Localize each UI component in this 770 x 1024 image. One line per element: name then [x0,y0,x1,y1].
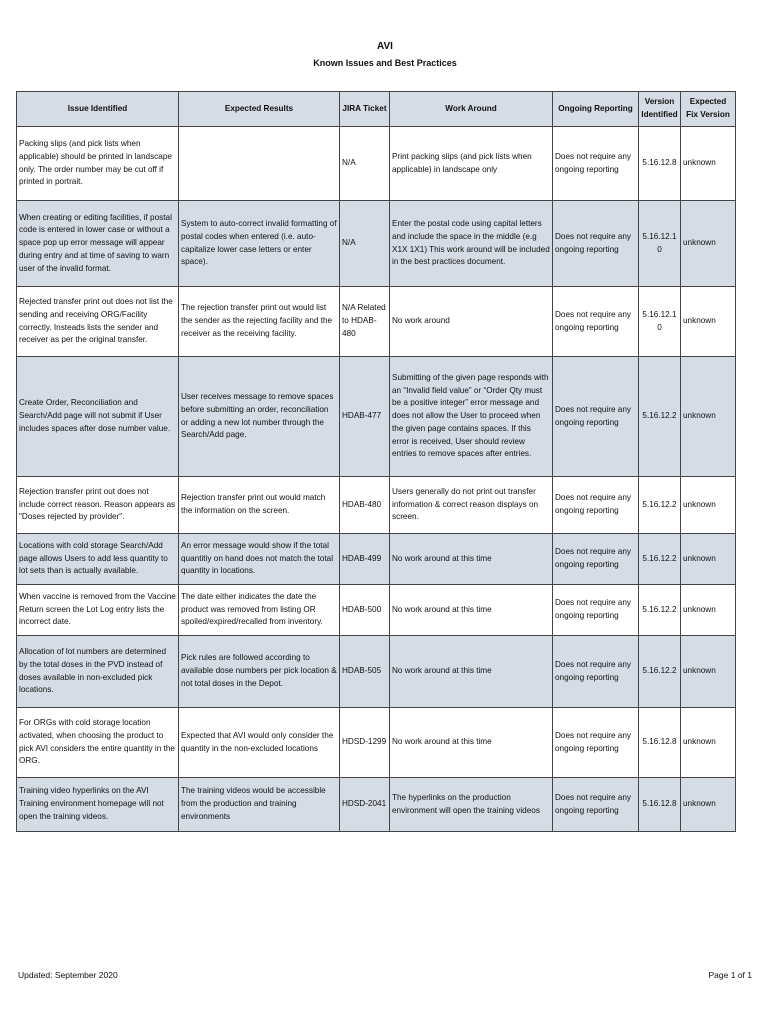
jira-cell: HDAB-505 [340,636,390,708]
table-header-row [17,92,736,127]
fix-cell: unknown [681,585,736,636]
fix-cell: unknown [681,778,736,832]
column-header: Issue Identified [17,92,179,127]
workaround-cell: Enter the postal code using capital letters and include the space in the middle (e.g X1X 1X1) This work around will be included in the best practices document. [390,201,553,287]
workaround-cell: Users generally do not print out transfer information & correct reason displays on screen. [390,477,553,534]
issue-cell: When creating or editing facilities, if postal code is entered in lower case or without a space pop up error message will appear during entry and at time of saving to warn user of the invalid format. [17,201,179,287]
workaround-cell: No work around [390,287,553,357]
version-cell: 5.16.12.8 [639,778,681,832]
document-title: AVI [377,41,393,52]
table-row [17,778,736,832]
jira-cell: HDSD-2041 [340,778,390,832]
issues-table [16,91,736,832]
fix-cell: unknown [681,201,736,287]
fix-cell: unknown [681,708,736,778]
table-row [17,585,736,636]
fix-cell: unknown [681,636,736,708]
jira-cell: N/A [340,201,390,287]
expected-cell: Expected that AVI would only consider the quantity in the non-excluded locations [179,708,340,778]
workaround-cell: No work around at this time [390,708,553,778]
fix-cell: unknown [681,287,736,357]
table-row [17,708,736,778]
document-subtitle: Known Issues and Best Practices [313,58,457,68]
jira-cell: HDAB-480 [340,477,390,534]
version-cell: 5.16.12.2 [639,585,681,636]
fix-cell: unknown [681,534,736,585]
version-cell: 5.16.12.2 [639,636,681,708]
reporting-cell: Does not require any ongoing reporting [553,708,639,778]
column-header: Expected Fix Version [681,92,736,127]
issue-cell: Allocation of lot numbers are determined by the total doses in the PVD instead of doses available in non-excluded pick locations. [17,636,179,708]
jira-cell: N/A Related to HDAB-480 [340,287,390,357]
version-cell: 5.16.12.2 [639,534,681,585]
workaround-cell: The hyperlinks on the production environment will open the training videos [390,778,553,832]
column-header: Version Identified [639,92,681,127]
expected-cell [179,127,340,201]
jira-cell: HDAB-499 [340,534,390,585]
version-cell: 5.16.12.10 [639,201,681,287]
workaround-cell: No work around at this time [390,585,553,636]
issue-cell: Training video hyperlinks on the AVI Training environment homepage will not open the training videos. [17,778,179,832]
workaround-cell: No work around at this time [390,534,553,585]
reporting-cell: Does not require any ongoing reporting [553,477,639,534]
jira-cell: HDAB-500 [340,585,390,636]
jira-cell: HDSD-1299 [340,708,390,778]
reporting-cell: Does not require any ongoing reporting [553,127,639,201]
issue-cell: When vaccine is removed from the Vaccine Return screen the Lot Log entry lists the incorrect date. [17,585,179,636]
version-cell: 5.16.12.2 [639,357,681,477]
fix-cell: unknown [681,127,736,201]
table-row [17,201,736,287]
reporting-cell: Does not require any ongoing reporting [553,201,639,287]
reporting-cell: Does not require any ongoing reporting [553,585,639,636]
expected-cell: Pick rules are followed according to available dose numbers per pick location & not total doses in the Depot. [179,636,340,708]
updated-date: Updated: September 2020 [18,970,118,980]
column-header: Work Around [390,92,553,127]
fix-cell: unknown [681,357,736,477]
version-cell: 5.16.12.8 [639,127,681,201]
version-cell: 5.16.12.2 [639,477,681,534]
expected-cell: The rejection transfer print out would list the sender as the rejecting facility and the receiver as the receiving facility. [179,287,340,357]
expected-cell: System to auto-correct invalid formatting of postal codes when entered (i.e. auto-capitalize lower case letters or enter space). [179,201,340,287]
issue-cell: Rejection transfer print out does not include correct reason. Reason appears as "Doses rejected by provider". [17,477,179,534]
issue-cell: Create Order, Reconciliation and Search/Add page will not submit if User includes spaces after dose number value. [17,357,179,477]
expected-cell: The date either indicates the date the product was removed from listing OR spoiled/expired/recalled from inventory. [179,585,340,636]
workaround-cell: Print packing slips (and pick lists when applicable) in landscape only [390,127,553,201]
expected-cell: Rejection transfer print out would match the information on the screen. [179,477,340,534]
table-row [17,636,736,708]
table-row [17,287,736,357]
workaround-cell: Submitting of the given page responds with an “Invalid field value” or “Order Qty must be a positive integer” error message and does not allow the User to proceed when the given page contains spaces. If this error is received, User should review entries to remove spaces after entries. [390,357,553,477]
column-header: JIRA Ticket [340,92,390,127]
issue-cell: Locations with cold storage Search/Add page allows Users to add less quantity to lot sets than is actually available. [17,534,179,585]
column-header: Ongoing Reporting [553,92,639,127]
jira-cell: HDAB-477 [340,357,390,477]
table-row [17,477,736,534]
reporting-cell: Does not require any ongoing reporting [553,357,639,477]
reporting-cell: Does not require any ongoing reporting [553,636,639,708]
column-header: Expected Results [179,92,340,127]
issue-cell: Packing slips (and pick lists when applicable) should be printed in landscape only. The order number may be cut off if printed in portrait. [17,127,179,201]
jira-cell: N/A [340,127,390,201]
version-cell: 5.16.12.8 [639,708,681,778]
reporting-cell: Does not require any ongoing reporting [553,778,639,832]
table-row [17,534,736,585]
expected-cell: An error message would show if the total quantitiy on hand does not match the total quantity in locations. [179,534,340,585]
issue-cell: For ORGs with cold storage location activated, when choosing the product to pick AVI considers the entire quantity in the ORG. [17,708,179,778]
expected-cell: The training videos would be accessible from the production and training environments [179,778,340,832]
reporting-cell: Does not require any ongoing reporting [553,534,639,585]
page-number: Page 1 of 1 [708,970,752,980]
expected-cell: User receives message to remove spaces before submitting an order, reconciliation or adding a new lot number through the Search/Add page. [179,357,340,477]
issue-cell: Rejected transfer print out does not list the sending and receiving ORG/Facility correctly. Insteads lists the sender and receiver as per the original transfer. [17,287,179,357]
table-row [17,357,736,477]
version-cell: 5.16.12.10 [639,287,681,357]
table-row [17,127,736,201]
fix-cell: unknown [681,477,736,534]
workaround-cell: No work around at this time [390,636,553,708]
reporting-cell: Does not require any ongoing reporting [553,287,639,357]
